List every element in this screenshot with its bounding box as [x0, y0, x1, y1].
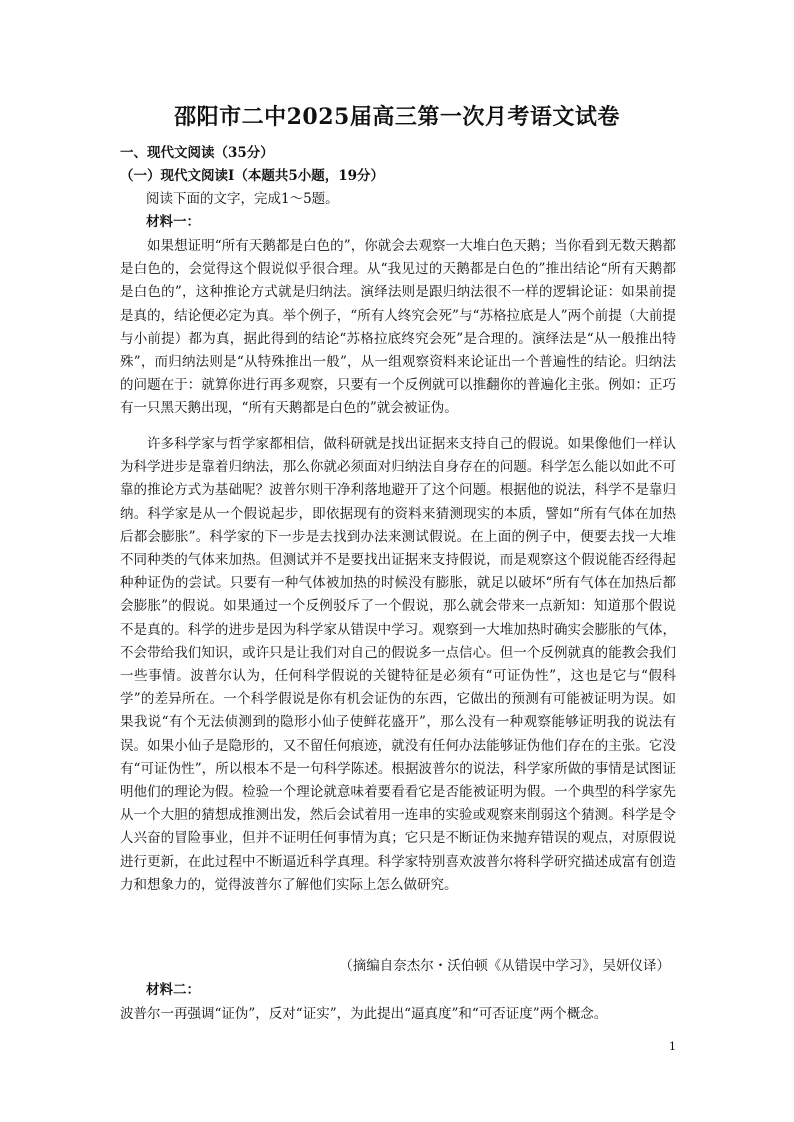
material-two-label: 材料二： [146, 982, 200, 998]
material-one-paragraph-2: 许多科学家与哲学家都相信，做科研就是找出证据来支持自己的假说。如果像他们一样认为科学进步是靠着归纳法，那么你就必须面对归纳法自身存在的问题。科学怎么能以如此不可靠的推论方式为基础呢？波普尔则干净利落地避开了这个问题。根据他的说法，科学不是靠归纳。科学家是从一个假说起步，即依据现有的资料来猜测现实的本质，譬如“所有气体在加热后都会膨胀”。科学家的下一步是去找到办法来测试假说。在上面的例子中，便要去找一大堆不同种类的气体来加热。但测试并不是要找出证据来支持假说，而是观察这个假说能否经得起种种证伪的尝试。只要有一种气体被加热的时候没有膨胀，就足以破坏“所有气体在加热后都会膨胀”的假说。如果通过一个反例驳斥了一个假说，那么就会带来一点新知：知道那个假说不是真的。科学的进步是因为科学家从错误中学习。观察到一大堆加热时确实会膨胀的气体，不会带给我们知识，或许只是让我们对自己的假说多一点信心。但一个反例就真的能教会我们一些事情。波普尔认为，任何科学假说的关键特征是必须有“可证伪性”，这也是它与“假科学”的差异所在。一个科学假说是你有机会证伪的东西，它做出的预测有可能被证明为误。如果我说“有个无法侦测到的隐形小仙子使鲜花盛开”，那么没有一种观察能够证明我的说法有误。如果小仙子是隐形的，又不留任何痕迹，就没有任何办法能够证伪他们存在的主张。它没有“可证伪性”，所以根本不是一句科学陈述。根据波普尔的说法，科学家所做的事情是试图证明他们的理论为假。检验一个理论就意味着要看看它是否能被证明为假。一个典型的科学家先从一个大胆的猜想成推测出发，然后会试着用一连串的实验或观察来削弱这个猜测。科学是令人兴奋的冒险事业，但并不证明任何事情为真；它只是不断证伪来抛弃错误的观点，对原假说进行更新，在此过程中不断逼近科学真理。科学家特别喜欢波普尔将科学研究描述成富有创造力和想象力的，觉得波普尔了解他们实际上怎么做研究。 [120, 436, 676, 893]
material-one-label: 材料一： [146, 214, 200, 230]
material-one-paragraph-1: 如果想证明“所有天鹅都是白色的”，你就会去观察一大堆白色天鹅；当你看到无数天鹅都是白色的，会觉得这个假说似乎很合理。从“我见过的天鹅都是白色的”推出结论“所有天鹅都是白色的”，这种推论方式就是归纳法。演绎法则是跟归纳法很不一样的逻辑论证：如果前提是真的，结论便必定为真。举个例子，“所有人终究会死”与“苏格拉底是人”两个前提（大前提与小前提）都为真，据此得到的结论“苏格拉底终究会死”是合理的。演绎法是“从一般推出特殊”，而归纳法则是“从特殊推出一般”，从一组观察资料来论证出一个普遍性的结论。归纳法的问题在于：就算你进行再多观察，只要有一个反例就可以推翻你的普遍化主张。例如：正巧有一只黑天鹅出现，“所有天鹅都是白色的”就会被证伪。 [120, 238, 676, 417]
page-number: 1 [669, 1040, 676, 1053]
reading-instruction: 阅读下面的文字，完成1～5题。 [146, 191, 339, 207]
material-two-paragraph: 波普尔一再强调“证伪”，反对“证实”，为此提出“逼真度”和“可否证度”两个概念。 [120, 1006, 608, 1022]
material-source-citation: （摘编自奈杰尔・沃伯顿《从错误中学习》，吴妍仪译） [339, 958, 670, 974]
subsection-heading: （一）现代文阅读Ⅰ（本题共5小题，19分） [120, 168, 384, 184]
section-heading: 一、现代文阅读（35分） [120, 145, 274, 161]
exam-title: 邵阳市二中2025届高三第一次月考语文试卷 [174, 104, 620, 130]
